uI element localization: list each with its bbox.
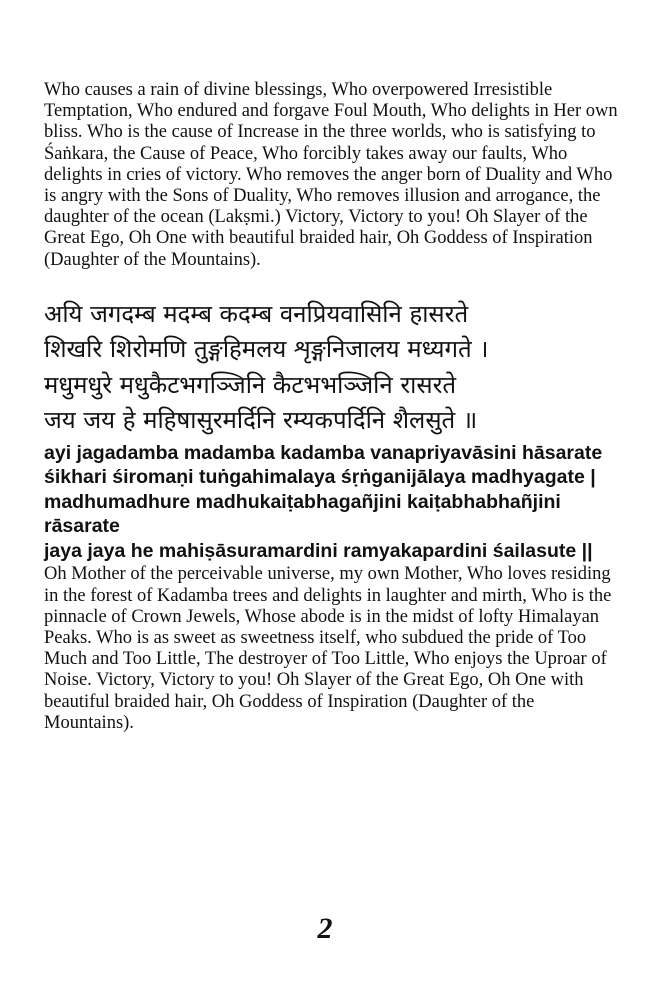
transliteration-verse <box>44 441 624 564</box>
devanagari-verse <box>44 297 624 439</box>
verse-translation: Oh Mother of the perceivable universe, my own Mother, Who loves residing in the forest of Kadamba trees and delights in laughter and mirth, Who is the pinnacle of Crown Jewels, Whose abode is in the midst of lofty Himalayan Peaks. Who is as sweet as sweetness itself, who subdued the pride of Too Much and Too Little, The destroyer of Too Little, Who enjoys the Uproar of Noise. Victory, Victory to you! Oh Slayer of the Great Ego, Oh One with beautiful braided hair, Oh Goddess of Inspiration (Daughter of the Mountains). <box>44 564 612 733</box>
transliteration-line: jaya jaya he mahiṣāsuramardini ramyakapardini śailasute || <box>44 539 593 562</box>
transliteration-line: ayi jagadamba madamba kadamba vanapriyavāsini hāsarate <box>44 441 603 464</box>
transliteration-line: rāsarate <box>44 515 120 538</box>
transliteration-line: madhumadhure madhukaiṭabhagañjini kaiṭabhabhañjini <box>44 490 561 513</box>
previous-verse-translation: Who causes a rain of divine blessings, Who overpowered Irresistible Temptation, Who endured and forgave Foul Mouth, Who delights in Her own bliss. Who is the cause of Increase in the three worlds, who is satisfying to Śaṅkara, the Cause of Peace, Who forcibly takes away our faults, Who delights in cries of victory. Who removes the anger born of Duality and Who is angry with the Sons of Duality, Who removes illusion and arrogance, the daughter of the ocean (Lakṣmi.) Victory, Victory to you! Oh Slayer of the Great Ego, Oh One with beautiful braided hair, Oh Goddess of Inspiration (Daughter of the Mountains). <box>44 80 618 270</box>
page-number: 2 <box>317 912 333 945</box>
devanagari-line: शिखरि शिरोमणि तुङ्गहिमलय शृङ्गनिजालय मध्यगते । <box>44 335 489 364</box>
devanagari-line: मधुमधुरे मधुकैटभगञ्जिनि कैटभभञ्जिनि रासरते <box>44 370 457 399</box>
page-content <box>44 80 624 734</box>
devanagari-line: जय जय हे महिषासुरमर्दिनि रम्यकपर्दिनि शैलसुते ॥ <box>44 406 478 435</box>
transliteration-line: śikhari śiromaṇi tuṅgahimalaya śṛṅganijālaya madhyagate | <box>44 466 596 489</box>
devanagari-line: अयि जगदम्ब मदम्ब कदम्ब वनप्रियवासिनि हासरते <box>44 299 469 328</box>
